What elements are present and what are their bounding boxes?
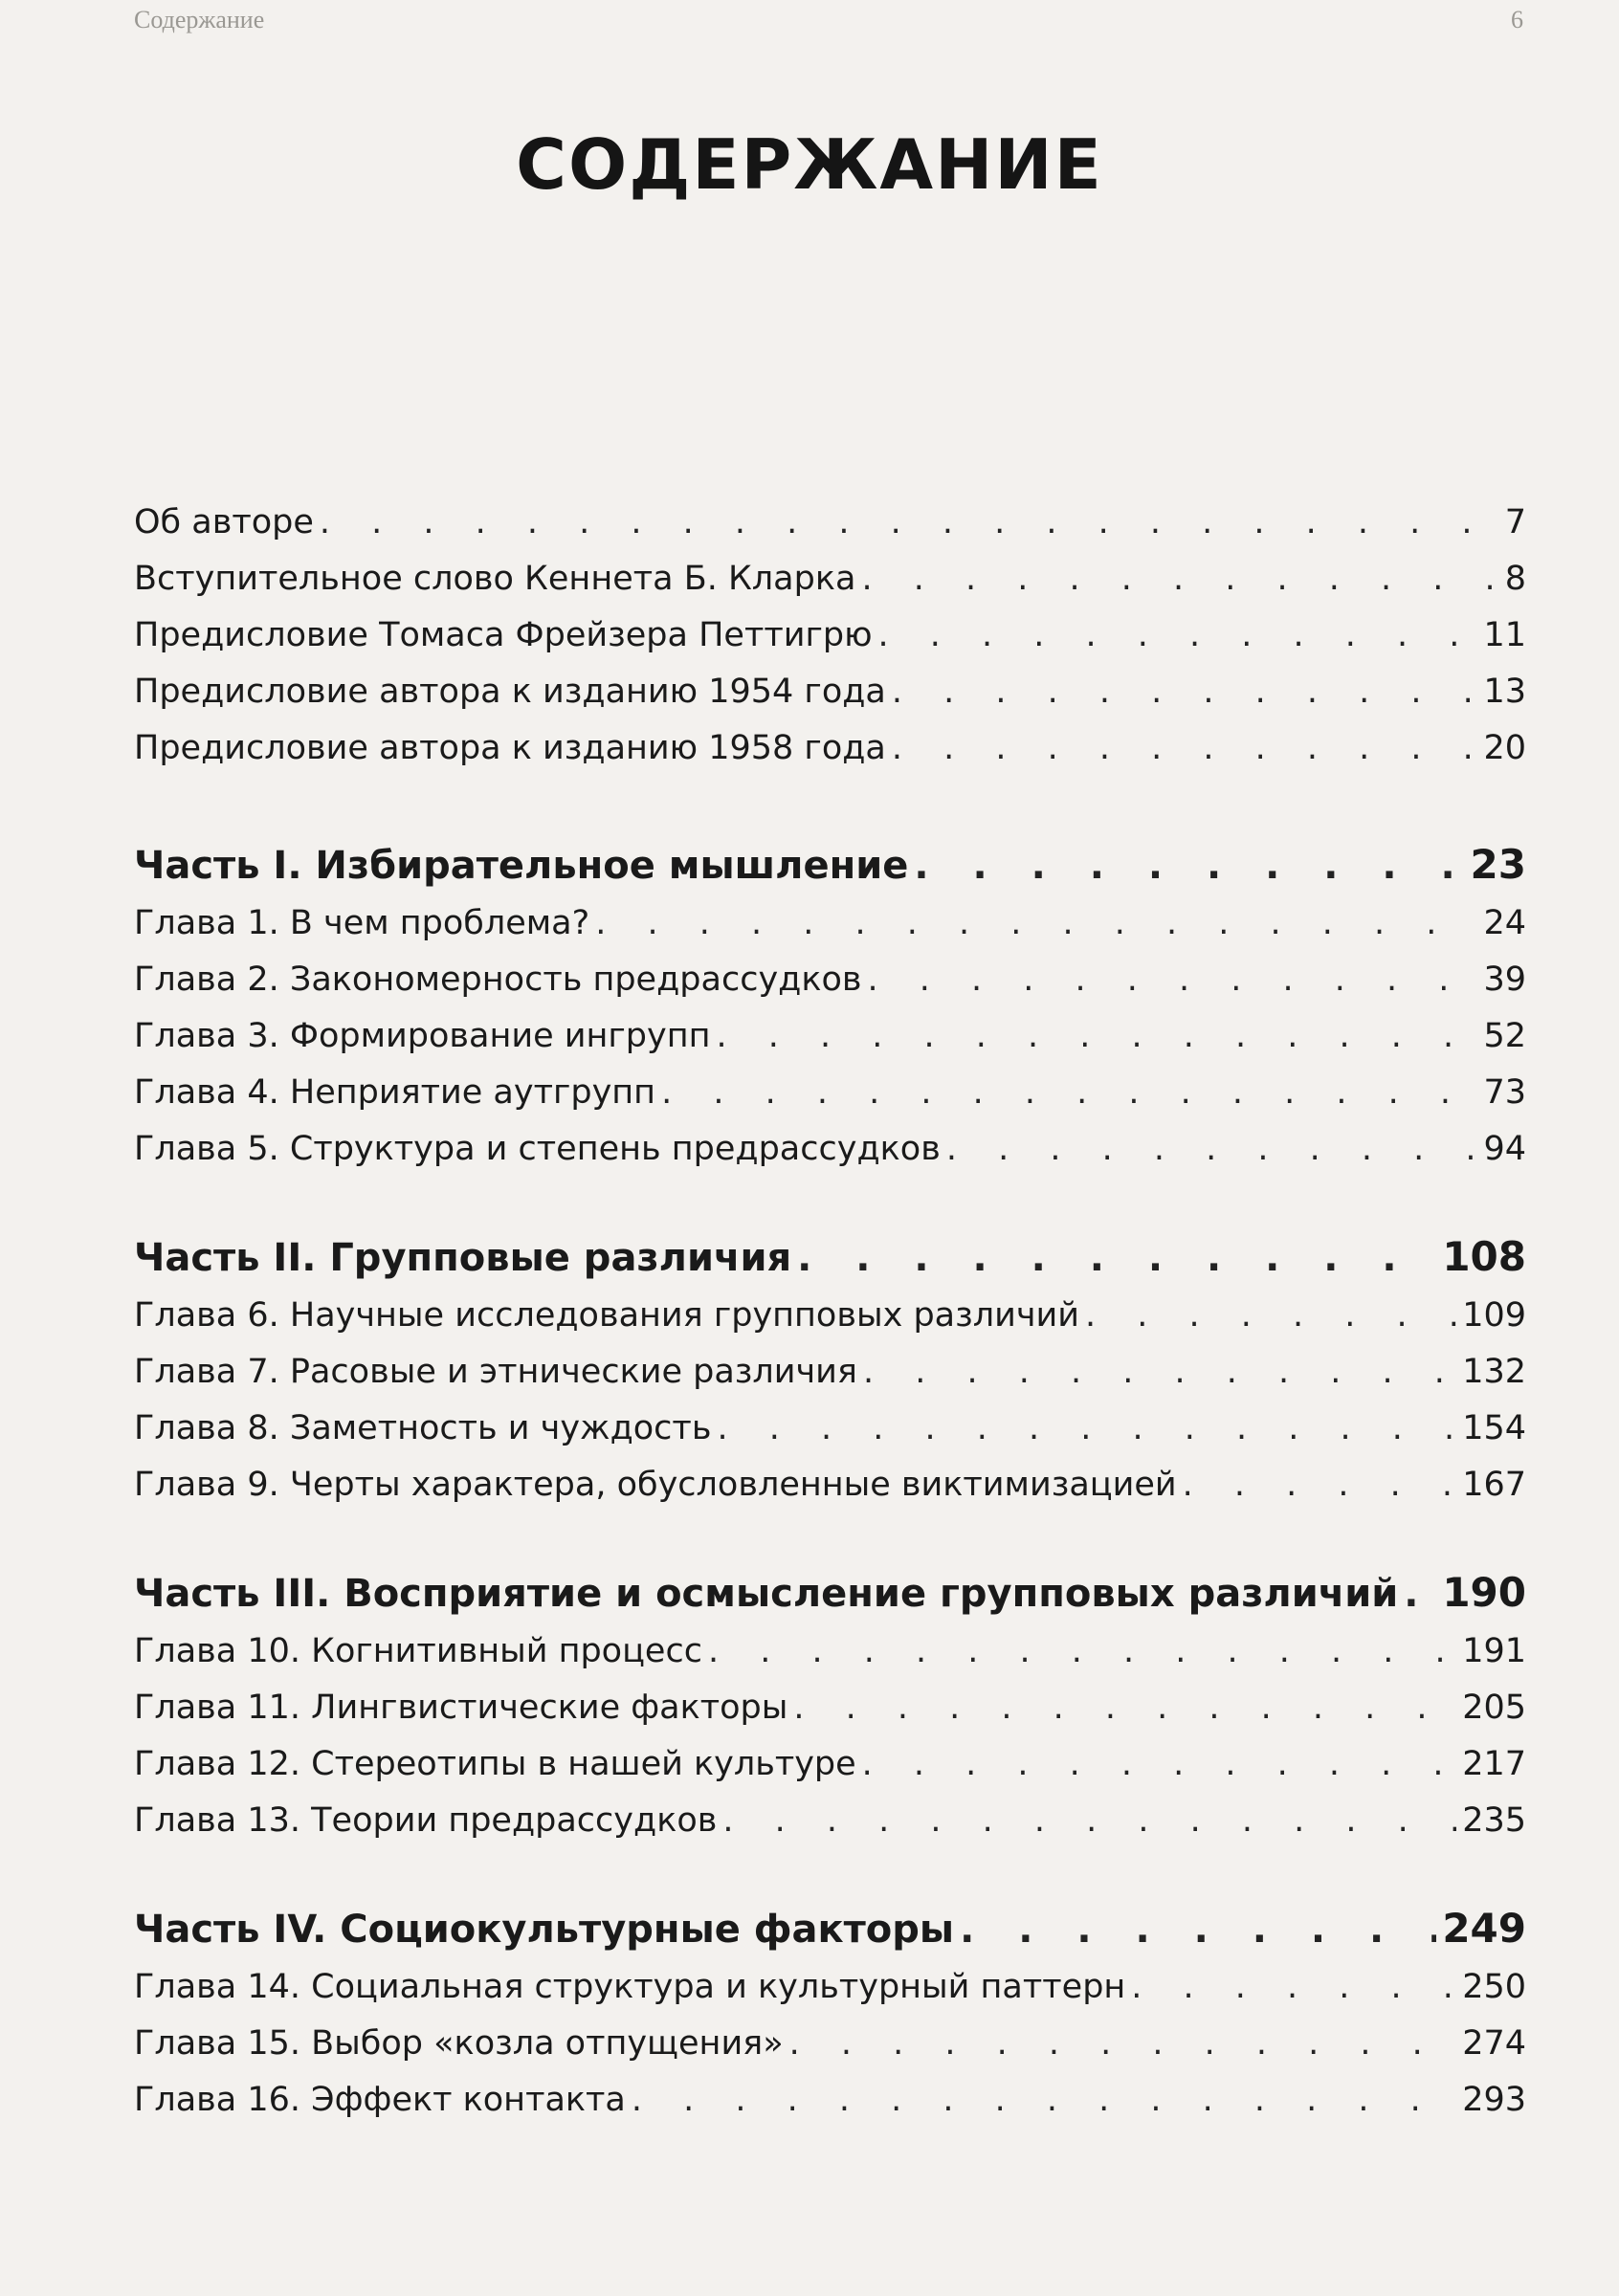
dot-leader [1404,1563,1436,1624]
toc-chapter-page: 191 [1462,1632,1526,1670]
toc-entry-page: 7 [1504,503,1526,541]
toc-chapter-label: Глава 4. Неприятие аутгрупп [134,1073,656,1112]
dot-leader [878,607,1478,664]
toc-part-page: 249 [1442,1905,1526,1952]
toc-part-heading[interactable] [134,834,1526,895]
dot-leader [320,495,1499,551]
toc-chapter[interactable] [134,1736,1526,1793]
toc-chapter[interactable] [134,1623,1526,1680]
toc-chapter-label: Глава 11. Лингвистические факторы [134,1689,788,1727]
section-spacer [134,1513,1526,1562]
section-spacer [134,1178,1526,1226]
dot-leader [946,1121,1478,1178]
page-title: СОДЕРЖАНИЕ [516,124,1103,205]
toc-chapter-label: Глава 12. Стереотипы в нашей культуре [134,1745,856,1783]
toc-chapter[interactable] [134,2072,1526,2129]
dot-leader [797,1227,1436,1289]
dot-leader [1183,1457,1457,1513]
toc-part-heading[interactable] [134,1226,1526,1288]
toc-chapter[interactable] [134,1121,1526,1178]
toc-entry-page: 13 [1483,673,1526,711]
toc-chapter[interactable] [134,1344,1526,1401]
table-of-contents [134,495,1526,2129]
toc-chapter-label: Глава 3. Формирование ингрупп [134,1017,711,1055]
toc-chapter-page: 39 [1483,960,1526,999]
toc-entry-front[interactable] [134,607,1526,664]
toc-chapter-label: Глава 7. Расовые и этнические различия [134,1353,857,1391]
toc-chapter-page: 167 [1462,1466,1526,1504]
running-head-title: Содержание [134,6,265,33]
dot-leader [868,952,1478,1008]
toc-part-label: Часть II. Групповые различия [134,1236,792,1280]
dot-leader [960,1899,1436,1960]
toc-entry-front[interactable] [134,664,1526,720]
dot-leader [793,1680,1456,1736]
toc-part-label: Часть I. Избирательное мышление [134,844,909,888]
dot-leader [632,2072,1456,2129]
dot-leader [722,1793,1456,1849]
dot-leader [892,664,1478,720]
section-spacer [134,1849,1526,1898]
toc-chapter[interactable] [134,1288,1526,1344]
toc-chapter[interactable] [134,1008,1526,1065]
toc-chapter-page: 235 [1462,1801,1526,1840]
dot-leader [1131,1959,1456,2016]
toc-chapter-page: 217 [1462,1745,1526,1783]
dot-leader [862,1736,1457,1793]
toc-entry-label: Предисловие автора к изданию 1958 года [134,729,886,767]
dot-leader [661,1065,1477,1121]
toc-chapter-label: Глава 6. Научные исследования групповых различий [134,1296,1080,1335]
toc-part-page: 23 [1470,841,1526,888]
toc-chapter-label: Глава 2. Закономерность предрассудков [134,960,862,999]
toc-entry-page: 20 [1483,729,1526,767]
toc-entry-front[interactable] [134,720,1526,777]
toc-entry-label: Предисловие автора к изданию 1954 года [134,673,886,711]
toc-chapter[interactable] [134,1457,1526,1513]
dot-leader [708,1623,1456,1680]
toc-chapter[interactable] [134,895,1526,952]
toc-part-page: 190 [1442,1569,1526,1616]
toc-part-page: 108 [1442,1233,1526,1280]
toc-chapter-label: Глава 10. Когнитивный процесс [134,1632,702,1670]
toc-entry-page: 11 [1483,616,1526,654]
toc-part-label: Часть IV. Социокультурные факторы [134,1908,955,1952]
dot-leader [595,895,1477,952]
toc-chapter-page: 205 [1462,1689,1526,1727]
toc-chapter-label: Глава 14. Социальная структура и культурный паттерн [134,1968,1126,2006]
section-spacer [134,777,1526,834]
dot-leader [914,835,1464,896]
toc-chapter-page: 24 [1483,904,1526,942]
toc-part-label: Часть III. Восприятие и осмысление групповых различий [134,1572,1399,1616]
toc-chapter[interactable] [134,2016,1526,2072]
dot-leader [789,2016,1457,2072]
toc-chapter[interactable] [134,1959,1526,2016]
toc-chapter-page: 274 [1462,2024,1526,2063]
toc-entry-label: Предисловие Томаса Фрейзера Петтигрю [134,616,873,654]
dot-leader [863,1344,1456,1401]
toc-chapter-label: Глава 15. Выбор «козла отпущения» [134,2024,784,2063]
toc-chapter[interactable] [134,952,1526,1008]
toc-chapter-label: Глава 9. Черты характера, обусловленные виктимизацией [134,1466,1177,1504]
toc-entry-label: Об авторе [134,503,314,541]
dot-leader [1085,1288,1456,1344]
toc-chapter[interactable] [134,1680,1526,1736]
toc-chapter-page: 109 [1462,1296,1526,1335]
toc-chapter-label: Глава 5. Структура и степень предрассудков [134,1130,941,1168]
running-head [134,6,1523,34]
toc-entry-page: 8 [1504,560,1526,598]
toc-chapter-page: 132 [1462,1353,1526,1391]
toc-chapter[interactable] [134,1401,1526,1457]
toc-chapter-page: 250 [1462,1968,1526,2006]
toc-part-heading[interactable] [134,1898,1526,1959]
dot-leader [717,1401,1456,1457]
toc-chapter-label: Глава 1. В чем проблема? [134,904,590,942]
toc-chapter-label: Глава 16. Эффект контакта [134,2081,626,2119]
toc-chapter-page: 52 [1483,1017,1526,1055]
toc-chapter-label: Глава 8. Заметность и чуждость [134,1409,712,1447]
toc-entry-front[interactable] [134,495,1526,551]
toc-chapter-page: 293 [1462,2081,1526,2119]
toc-chapter-page: 154 [1462,1409,1526,1447]
toc-chapter[interactable] [134,1065,1526,1121]
dot-leader [717,1008,1478,1065]
toc-part-heading[interactable] [134,1562,1526,1623]
toc-chapter-page: 94 [1483,1130,1526,1168]
toc-chapter[interactable] [134,1793,1526,1849]
dot-leader [861,551,1498,607]
running-head-page-number: 6 [1511,6,1523,33]
toc-entry-label: Вступительное слово Кеннета Б. Кларка [134,560,856,598]
toc-chapter-page: 73 [1483,1073,1526,1112]
toc-chapter-label: Глава 13. Теории предрассудков [134,1801,718,1840]
dot-leader [892,720,1478,777]
toc-entry-front[interactable] [134,551,1526,607]
